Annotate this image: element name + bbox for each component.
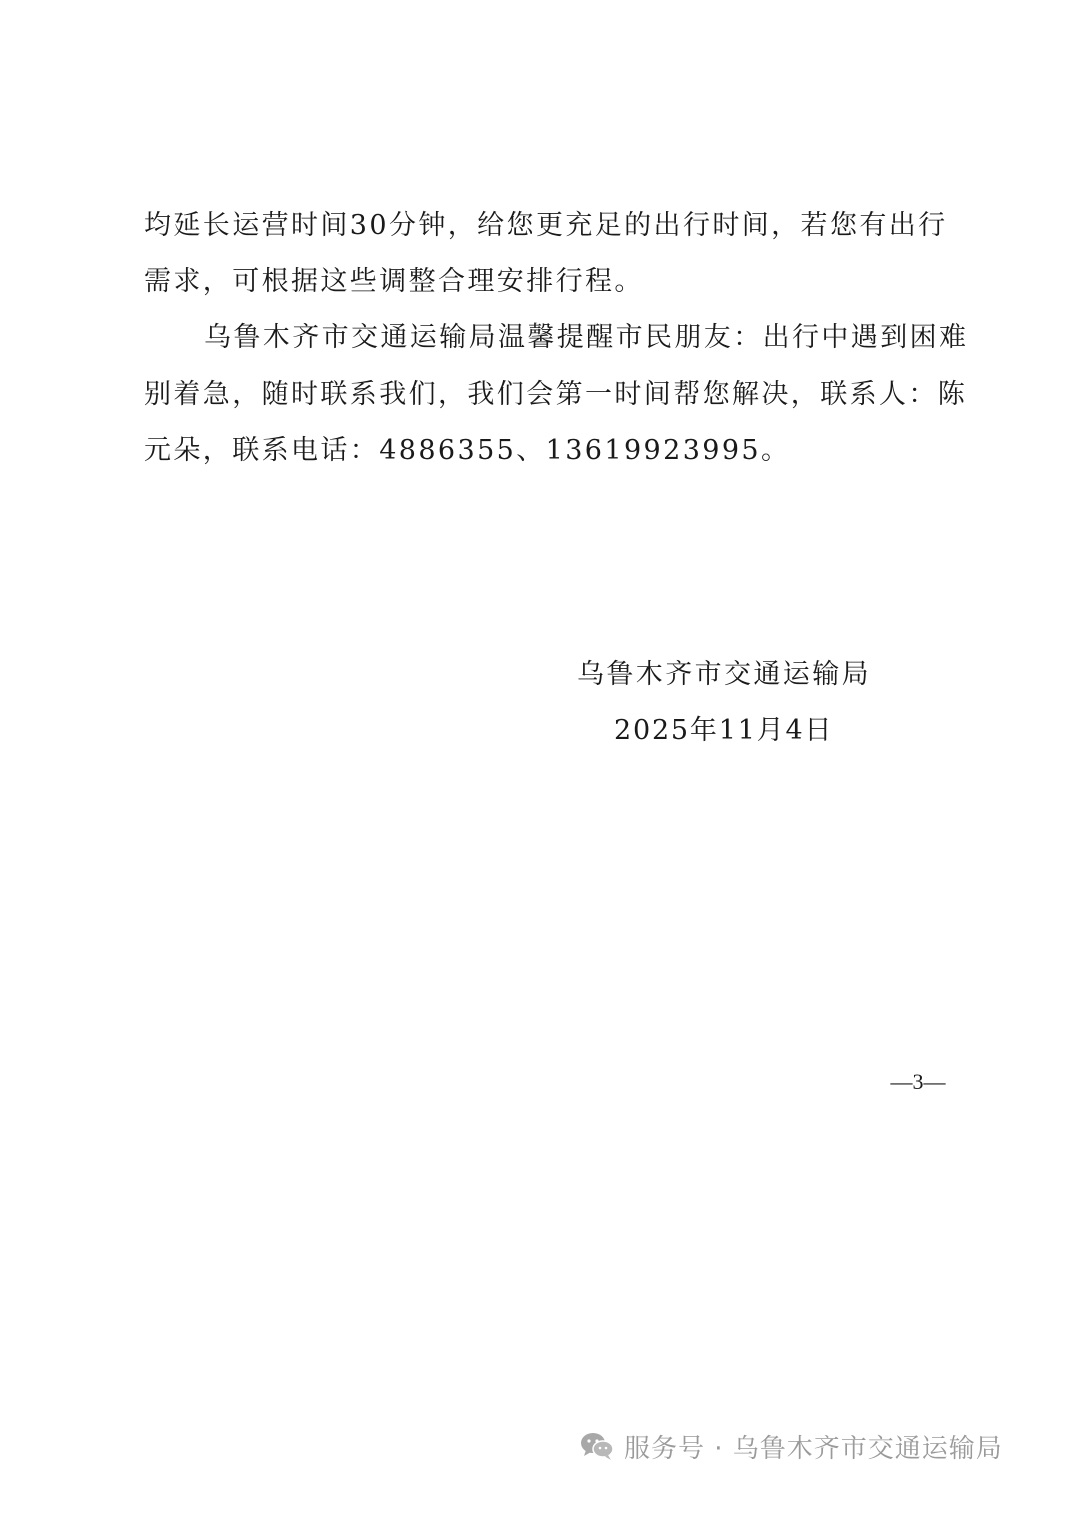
signature-date: 2025年11月4日 (614, 715, 834, 746)
signature-organization: 乌鲁木齐市交通运输局 (577, 659, 871, 690)
account-watermark (580, 1426, 1003, 1466)
paragraph-line: 别着急，随时联系我们，我们会第一时间帮您解决，联系人：陈 (144, 379, 968, 410)
page-number: —3— (890, 1069, 946, 1094)
watermark-text: 服务号 · 乌鲁木齐市交通运输局 (624, 1433, 1003, 1464)
paragraph-line: 乌鲁木齐市交通运输局温馨提醒市民朋友：出行中遇到困难 (204, 322, 969, 353)
paragraph-line: 元朵，联系电话：4886355、13619923995。 (144, 435, 791, 466)
paragraph-line: 均延长运营时间30分钟，给您更充足的出行时间，若您有出行 (144, 210, 948, 241)
paragraph-line: 需求，可根据这些调整合理安排行程。 (144, 266, 644, 297)
wechat-icon (580, 1431, 614, 1461)
